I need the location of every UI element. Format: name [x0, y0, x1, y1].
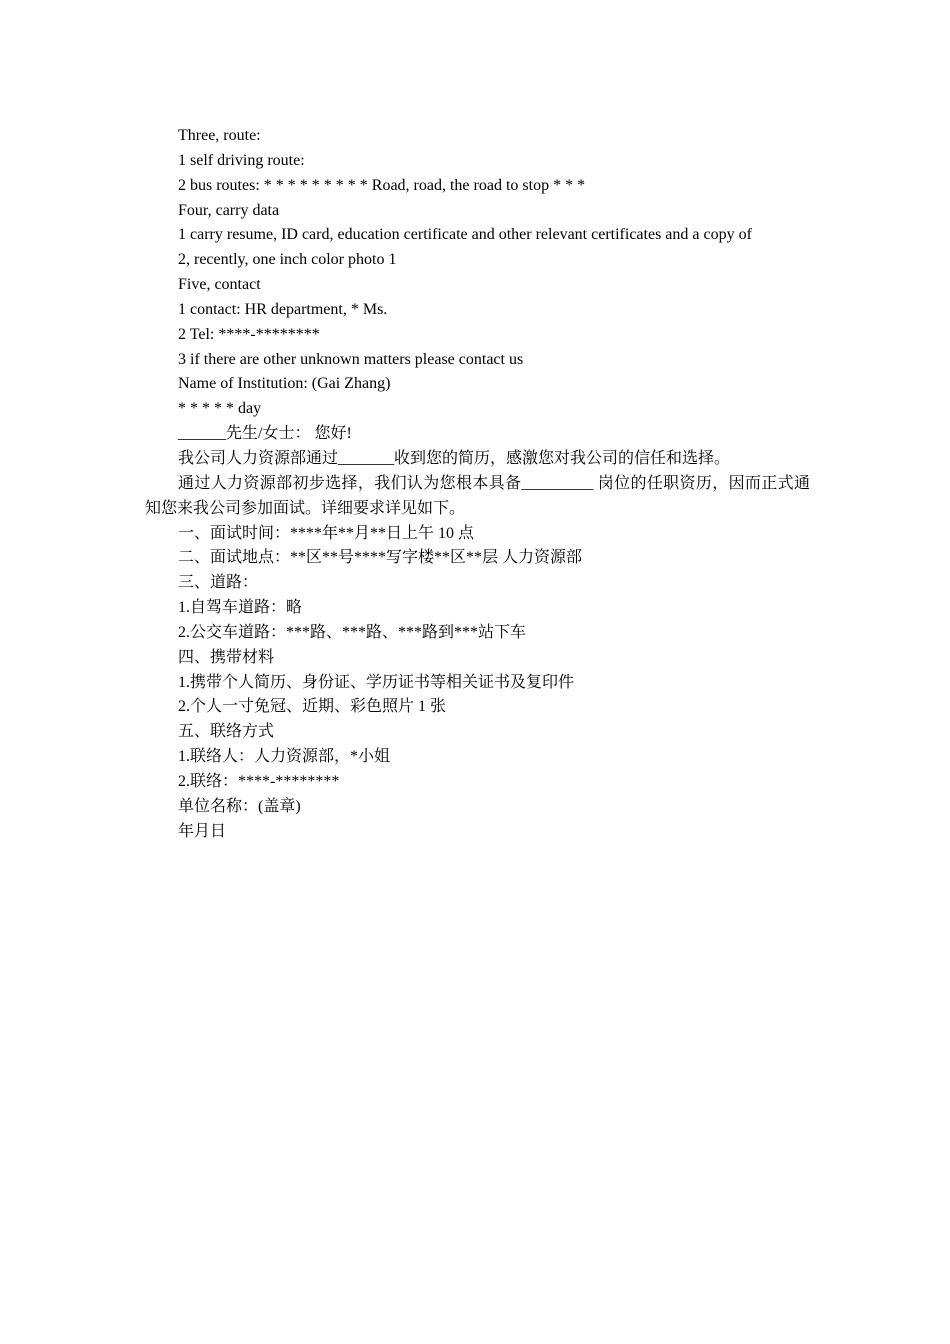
- unit-name-zh-line: 单位名称：(盖章): [178, 797, 301, 815]
- date-line-en: * * * * * day: [178, 400, 262, 418]
- bus-routes-line: 2 bus routes: * * * * * * * * * Road, road, the road to stop * * *: [178, 176, 586, 194]
- section-heading-contact-en: Five, contact: [178, 276, 261, 294]
- tel-line: 2 Tel: ****-********: [178, 325, 320, 343]
- materials-resume-zh-line: 1.携带个人简历、身份证、学历证书等相关证书及复印件: [178, 673, 575, 691]
- date-zh-line: 年月日: [178, 822, 227, 840]
- resume-received-line: 我公司人力资源部通过_______收到您的简历，感激您对我公司的信任和选择。: [178, 449, 731, 467]
- materials-photo-zh-line: 2.个人一寸免冠、近期、彩色照片 1 张: [178, 698, 447, 716]
- contact-phone-zh-line: 2.联络：****-********: [178, 772, 340, 790]
- document-body: [145, 124, 810, 844]
- self-driving-route-zh-line: 1.自驾车道路：略: [178, 599, 303, 617]
- institution-name-line: Name of Institution: (Gai Zhang): [178, 375, 391, 393]
- greeting-line: ______先生/女士： 您好!: [178, 425, 352, 443]
- photo-line: 2, recently, one inch color photo 1: [178, 251, 397, 269]
- section-heading-carry-data-en: Four, carry data: [178, 201, 280, 219]
- section-heading-route-zh: 三、道路：: [178, 574, 259, 592]
- section-heading-contact-zh: 五、联络方式: [178, 723, 275, 741]
- section-heading-materials-zh: 四、携带材料: [178, 648, 275, 666]
- contact-person-line: 1 contact: HR department, * Ms.: [178, 300, 388, 318]
- contact-person-zh-line: 1.联络人：人力资源部，*小姐: [178, 748, 391, 766]
- section-heading-route-en: Three, route:: [178, 127, 261, 144]
- carry-resume-line: 1 carry resume, ID card, education certificate and other relevant certificates and a copy of: [178, 226, 752, 244]
- self-driving-route-line: 1 self driving route:: [178, 151, 305, 169]
- interview-time-line: 一、面试时间：****年**月**日上午 10 点: [178, 524, 475, 542]
- bus-route-zh-line: 2.公交车道路：***路、***路、***路到***站下车: [178, 623, 527, 641]
- interview-location-line: 二、面试地点：**区**号****写字楼**区**层 人力资源部: [178, 549, 583, 567]
- interview-notice-paragraph: 通过人力资源部初步选择，我们认为您根本具备_________ 岗位的任职资历，因而正式通知您来我公司参加面试。详细要求详见如下。: [145, 474, 810, 517]
- unknown-matters-line: 3 if there are other unknown matters please contact us: [178, 350, 524, 368]
